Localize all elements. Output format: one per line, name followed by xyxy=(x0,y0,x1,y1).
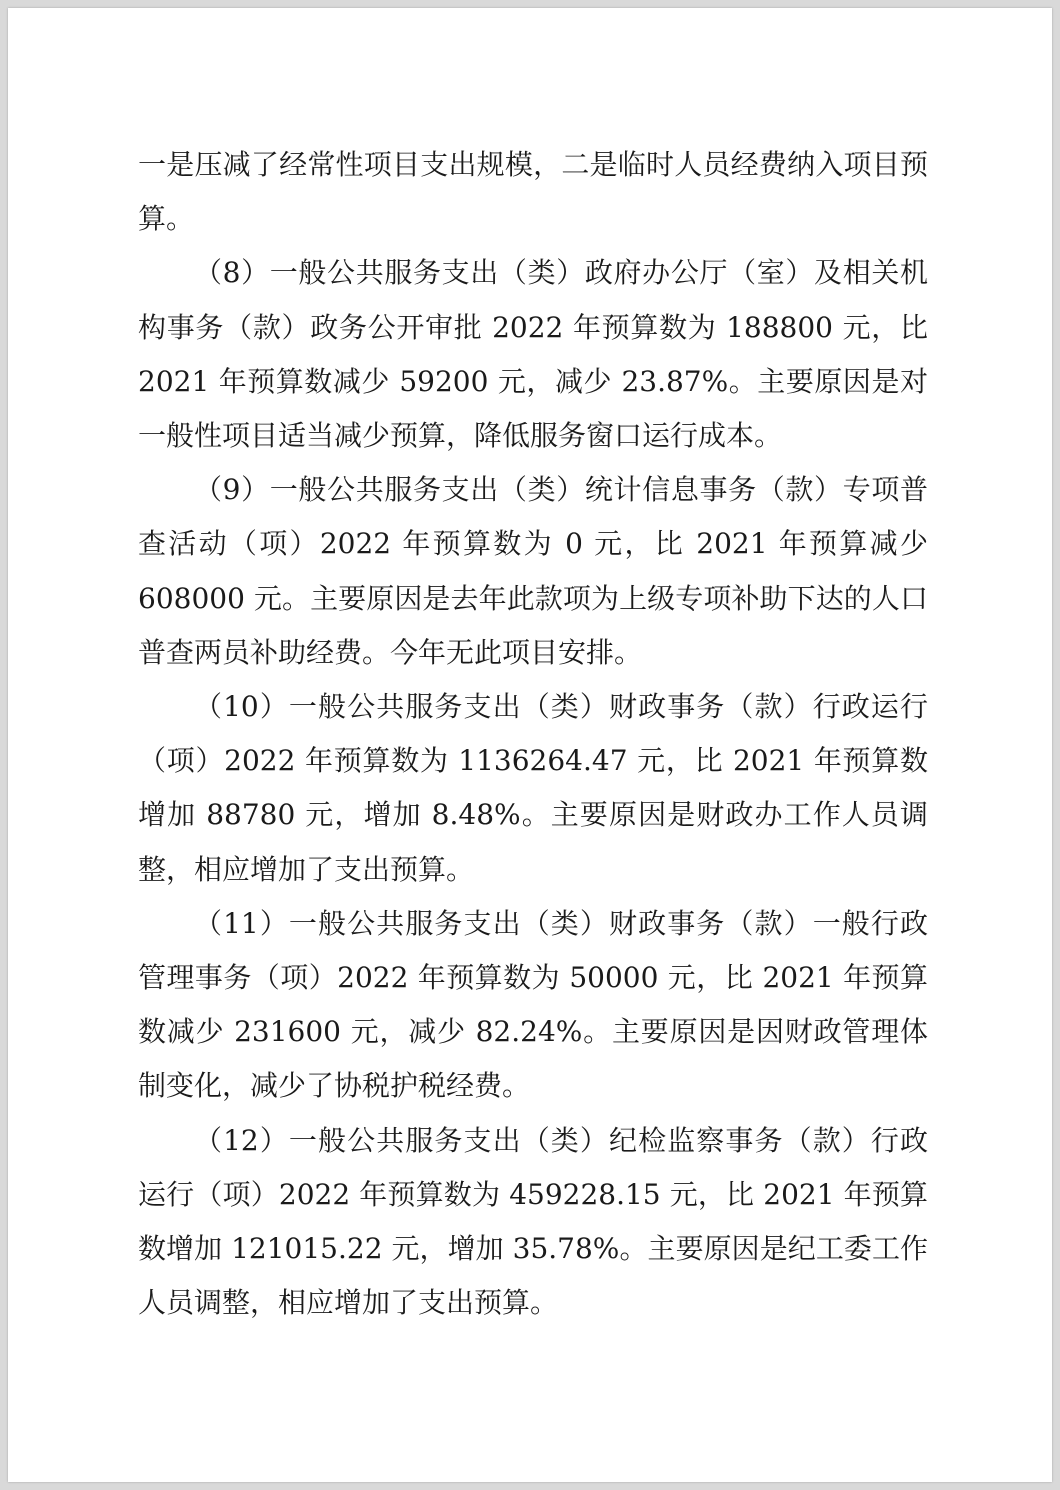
paragraph-continuation: 一是压减了经常性项目支出规模，二是临时人员经费纳入项目预算。 xyxy=(138,148,928,236)
paragraph-item-8: （8）一般公共服务支出（类）政府办公厅（室）及相关机构事务（款）政务公开审批 2022 年预算数为 188800 元，比 2021 年预算数减少 59200 元，减少 23.87%。主要原因是对一般性项目适当减少预算，降低服务窗口运行成本。 xyxy=(138,256,928,453)
paragraph-item-9: （9）一般公共服务支出（类）统计信息事务（款）专项普查活动（项）2022 年预算数为 0 元，比 2021 年预算减少 608000 元。主要原因是去年此款项为上级专项补助下达的人口普查两员补助经费。今年无此项目安排。 xyxy=(138,473,928,669)
paragraph-item-10: （10）一般公共服务支出（类）财政事务（款）行政运行（项）2022 年预算数为 1136264.47 元，比 2021 年预算数增加 88780 元，增加 8.48%。主要原因是财政办工作人员调整，相应增加了支出预算。 xyxy=(138,690,928,886)
paragraph-item-12: （12）一般公共服务支出（类）纪检监察事务（款）行政运行（项）2022 年预算数为 459228.15 元，比 2021 年预算数增加 121015.22 元，增加 35.78%。主要原因是纪工委工作人员调整，相应增加了支出预算。 xyxy=(138,1123,928,1320)
paragraph-item-11: （11）一般公共服务支出（类）财政事务（款）一般行政管理事务（项）2022 年预算数为 50000 元，比 2021 年预算数减少 231600 元，减少 82.24%。主要原因是因财政管理体制变化，减少了协税护税经费。 xyxy=(138,906,928,1103)
document-page xyxy=(8,8,1052,1482)
document-body xyxy=(138,138,928,1330)
